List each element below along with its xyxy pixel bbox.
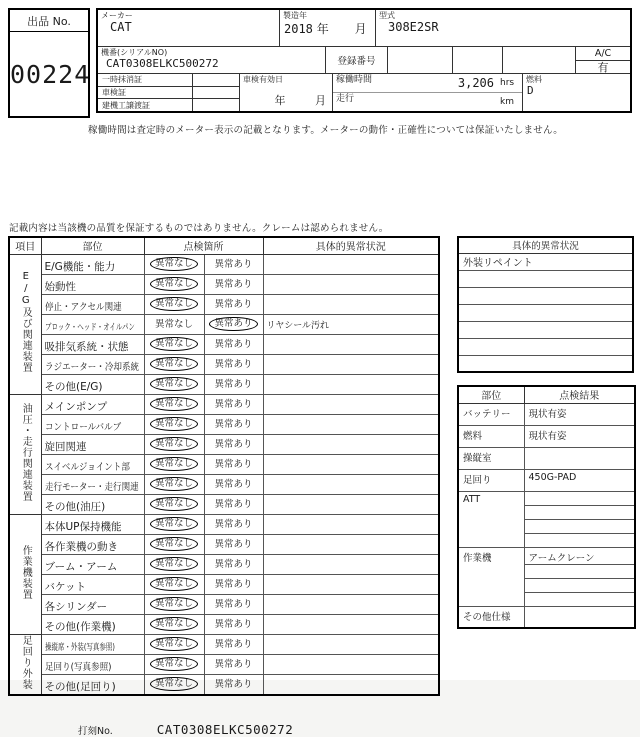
ng-option: 異常あり xyxy=(214,498,253,510)
document-row xyxy=(98,99,239,111)
ok-status-cell xyxy=(144,674,204,695)
result-value-cell xyxy=(524,592,635,606)
document-checkbox xyxy=(193,74,239,86)
ok-option: 異常なし xyxy=(150,297,198,311)
fuel-cell xyxy=(523,74,630,111)
result-value-cell: アームクレーン xyxy=(524,547,635,564)
ng-option: 異常あり xyxy=(214,618,253,630)
ng-option: 異常あり xyxy=(214,338,253,350)
part-label: 吸排気系統・状態 xyxy=(44,340,129,353)
ok-status-cell xyxy=(144,294,204,314)
part-cell xyxy=(41,674,144,695)
abnormal-row xyxy=(458,304,633,321)
result-header-row xyxy=(458,386,635,403)
part-cell xyxy=(41,394,144,414)
registration-value-cell xyxy=(388,47,453,73)
ok-option: 異常なし xyxy=(150,357,198,371)
ok-option: 異常なし xyxy=(150,277,198,291)
ng-option: 異常あり xyxy=(214,378,253,390)
header-item: 項目 xyxy=(9,237,41,254)
model-label: 型式 xyxy=(379,11,395,20)
stamp-number-value: CAT0308ELKC500272 xyxy=(156,721,294,737)
category-cell xyxy=(9,394,41,514)
travel-label: 走行 xyxy=(336,94,355,104)
serial-value: CAT0308ELKC500272 xyxy=(106,57,219,70)
ok-option: 異常なし xyxy=(150,257,198,271)
result-row xyxy=(458,491,635,505)
ok-option: 異常なし xyxy=(150,377,198,391)
abnormal-row xyxy=(458,287,633,304)
part-cell xyxy=(41,254,144,274)
ok-option: 異常なし xyxy=(150,557,198,571)
model-value: 308E2SR xyxy=(388,20,439,34)
ng-option: 異常あり xyxy=(214,478,253,490)
result-value-cell xyxy=(524,491,635,505)
main-section xyxy=(0,236,640,696)
inspection-row xyxy=(9,594,439,614)
abnormal-detail-table xyxy=(457,236,634,373)
abnormal-note-cell xyxy=(263,434,439,454)
ng-option: 異常あり xyxy=(214,458,253,470)
result-part-cell: その他仕様 xyxy=(458,606,524,628)
ac-value: 有 xyxy=(597,61,609,74)
category-label: 足回り外装 xyxy=(20,634,32,690)
ng-status-cell xyxy=(204,514,263,534)
empty-cell xyxy=(503,47,576,73)
ng-status-cell xyxy=(204,554,263,574)
abnormal-note-cell xyxy=(263,554,439,574)
travel-unit: km xyxy=(500,97,514,107)
result-value-cell xyxy=(524,606,635,628)
mfg-year-cell xyxy=(280,10,376,46)
ng-option: 異常あり xyxy=(214,418,253,430)
part-cell xyxy=(41,314,144,334)
part-label: 旋回関連 xyxy=(44,440,87,453)
result-part-cell: 足回り xyxy=(458,469,524,491)
ok-status-cell xyxy=(144,514,204,534)
abnormal-detail-cell xyxy=(458,270,633,287)
part-label: バケット xyxy=(44,580,86,593)
ok-option: 異常なし xyxy=(150,577,198,591)
result-table-body xyxy=(458,403,635,628)
result-value-cell: 450G-PAD xyxy=(524,469,635,491)
result-value-cell xyxy=(524,505,635,519)
ok-status-cell xyxy=(144,594,204,614)
abnormal-note-cell xyxy=(263,594,439,614)
part-cell xyxy=(41,454,144,474)
part-cell xyxy=(41,614,144,634)
ng-option: 異常あり xyxy=(214,678,253,690)
category-cell xyxy=(9,254,41,394)
header-part: 部位 xyxy=(41,237,144,254)
document-label: 一時抹消証 xyxy=(98,74,193,86)
part-label: 操縦席・外装(写真参照) xyxy=(44,642,115,653)
result-row xyxy=(458,447,635,469)
abnormal-row xyxy=(458,355,633,372)
inspection-row xyxy=(9,274,439,294)
ng-status-cell xyxy=(204,474,263,494)
ac-cell xyxy=(576,47,630,73)
abnormal-header: 具体的異常状況 xyxy=(458,237,633,253)
part-label: ラジエーター・冷却系統 xyxy=(44,361,139,373)
part-label: コントロールバルブ xyxy=(44,421,121,433)
ok-status-cell xyxy=(144,474,204,494)
ok-option: 異常なし xyxy=(150,477,198,491)
abnormal-detail-cell xyxy=(458,287,633,304)
result-value-cell xyxy=(524,533,635,547)
maker-value: CAT xyxy=(110,20,132,34)
ok-status-cell xyxy=(144,494,204,514)
part-cell xyxy=(41,634,144,654)
model-cell xyxy=(376,10,630,46)
hours-value: 3,206 xyxy=(457,76,494,90)
registration-label: 登録番号 xyxy=(326,47,388,73)
result-part-cell: バッテリー xyxy=(458,403,524,425)
category-cell xyxy=(9,634,41,695)
abnormal-note-cell xyxy=(263,414,439,434)
abnormal-note-cell xyxy=(263,654,439,674)
result-value-cell xyxy=(524,564,635,578)
result-part-cell: 燃料 xyxy=(458,425,524,447)
abnormal-row xyxy=(458,270,633,287)
ok-option: 異常なし xyxy=(150,597,198,611)
ok-status-cell xyxy=(144,534,204,554)
document-label: 建機工譲渡証 xyxy=(98,99,193,111)
part-cell xyxy=(41,274,144,294)
inspection-row xyxy=(9,454,439,474)
result-part-header: 部位 xyxy=(458,386,524,403)
part-label: その他(足回り) xyxy=(44,680,116,693)
serial-cell xyxy=(98,47,326,73)
abnormal-note-cell xyxy=(263,514,439,534)
abnormal-note-cell xyxy=(263,374,439,394)
part-label: ブーム・アーム xyxy=(44,560,118,573)
abnormal-note-cell xyxy=(263,254,439,274)
ng-status-cell xyxy=(204,394,263,414)
footer-section xyxy=(0,696,640,737)
part-label: その他(E/G) xyxy=(44,380,103,393)
ng-status-cell xyxy=(204,674,263,695)
inspection-row xyxy=(9,554,439,574)
part-cell xyxy=(41,334,144,354)
inspection-row xyxy=(9,334,439,354)
abnormal-note-cell xyxy=(263,574,439,594)
part-cell xyxy=(41,474,144,494)
part-label: 各作業機の動き xyxy=(44,540,118,553)
inspection-row xyxy=(9,474,439,494)
ng-status-cell xyxy=(204,414,263,434)
shaken-cell xyxy=(240,74,333,111)
ng-option: 異常あり xyxy=(214,298,253,310)
inspection-table xyxy=(8,236,440,696)
abnormal-note-cell xyxy=(263,274,439,294)
inspection-row xyxy=(9,534,439,554)
part-cell xyxy=(41,374,144,394)
abnormal-note-cell xyxy=(263,494,439,514)
ok-option: 異常なし xyxy=(150,617,198,631)
document-row xyxy=(98,74,239,87)
document-label: 車検証 xyxy=(98,87,193,99)
month-unit: 月 xyxy=(354,22,367,36)
document-checkbox xyxy=(193,99,239,111)
ng-status-cell xyxy=(204,374,263,394)
part-cell xyxy=(41,434,144,454)
part-cell xyxy=(41,414,144,434)
part-label: 始動性 xyxy=(44,280,76,293)
part-cell xyxy=(41,654,144,674)
abnormal-row xyxy=(458,253,633,270)
ng-option: 異常あり xyxy=(214,398,253,410)
abnormal-note-cell: リヤシール汚れ xyxy=(263,314,439,334)
inspection-row xyxy=(9,354,439,374)
disclaimer-note: 記載内容は当該機の品質を保証するものではありません。クレームは認められません。 xyxy=(9,223,389,234)
ng-status-cell xyxy=(204,614,263,634)
result-value-cell xyxy=(524,519,635,533)
ok-option: 異常なし xyxy=(150,677,198,691)
part-label: 各シリンダー xyxy=(44,600,108,613)
ok-status-cell xyxy=(144,334,204,354)
inspection-row xyxy=(9,294,439,314)
part-label: 足回り(写真参照) xyxy=(44,661,112,673)
abnormal-detail-cell xyxy=(458,321,633,338)
part-cell xyxy=(41,514,144,534)
ng-option: 異常あり xyxy=(214,638,253,650)
ng-option: 異常あり xyxy=(214,598,253,610)
ng-option: 異常あり xyxy=(214,358,253,370)
fuel-value: D xyxy=(527,84,534,97)
ok-status-cell xyxy=(144,414,204,434)
part-label: その他(油圧) xyxy=(44,500,106,513)
serial-label: 機番(シリアルNO) xyxy=(101,48,168,57)
result-value-cell: 現状有姿 xyxy=(524,403,635,425)
maker-label: メーカー xyxy=(101,11,133,20)
ok-option: 異常なし xyxy=(150,637,198,651)
abnormal-detail-cell xyxy=(458,338,633,355)
part-label: 走行モーター・走行関連 xyxy=(44,481,139,493)
mfg-year-label: 製造年 xyxy=(283,11,307,20)
ng-status-cell xyxy=(204,534,263,554)
part-cell xyxy=(41,554,144,574)
header-points: 点検箇所 xyxy=(144,237,263,254)
result-part-cell: 作業機 xyxy=(458,547,524,606)
ok-option: 異常なし xyxy=(150,457,198,471)
inspection-row xyxy=(9,654,439,674)
ng-status-cell xyxy=(204,574,263,594)
ok-status-cell xyxy=(144,574,204,594)
part-cell xyxy=(41,294,144,314)
part-label: メインポンプ xyxy=(44,400,108,413)
ng-status-cell xyxy=(204,314,263,334)
inspection-row xyxy=(9,394,439,414)
inspection-row xyxy=(9,574,439,594)
ok-status-cell xyxy=(144,254,204,274)
document-checklist xyxy=(98,74,240,111)
category-label: 油圧・走行関連装置 xyxy=(20,402,32,502)
ng-option: 異常あり xyxy=(214,658,253,670)
ng-option: 異常あり xyxy=(214,578,253,590)
inspection-row xyxy=(9,634,439,654)
hours-label: 稼働時間 xyxy=(336,75,373,85)
ok-status-cell xyxy=(144,634,204,654)
ng-status-cell xyxy=(204,334,263,354)
ok-option: 異常なし xyxy=(150,417,198,431)
ng-option: 異常あり xyxy=(214,558,253,570)
abnormal-detail-cell xyxy=(458,304,633,321)
abnormal-note-cell xyxy=(263,394,439,414)
result-value-cell: 現状有姿 xyxy=(524,425,635,447)
inspection-row xyxy=(9,614,439,634)
inspection-row xyxy=(9,314,439,334)
ng-status-cell xyxy=(204,434,263,454)
part-cell xyxy=(41,534,144,554)
abnormal-row xyxy=(458,321,633,338)
ok-option: 異常なし xyxy=(150,517,198,531)
ng-status-cell xyxy=(204,634,263,654)
ok-option: 異常なし xyxy=(150,497,198,511)
abnormal-detail-cell: 外装リペイント xyxy=(458,253,633,270)
category-label: 作業機装置 xyxy=(20,544,32,600)
result-part-cell: 操縦室 xyxy=(458,447,524,469)
part-label: その他(作業機) xyxy=(44,620,116,633)
ok-status-cell xyxy=(144,614,204,634)
ng-status-cell xyxy=(204,594,263,614)
abnormal-note-cell xyxy=(263,354,439,374)
inspection-row xyxy=(9,434,439,454)
result-value-cell xyxy=(524,578,635,592)
abnormal-detail-cell xyxy=(458,355,633,372)
ng-status-cell xyxy=(204,254,263,274)
result-row xyxy=(458,425,635,447)
empty-cell xyxy=(453,47,503,73)
hours-cell xyxy=(333,74,523,111)
shaken-year-unit: 年 xyxy=(274,94,286,107)
abnormal-note-cell xyxy=(263,454,439,474)
ok-status-cell xyxy=(144,374,204,394)
inspection-row xyxy=(9,254,439,274)
fuel-label: 燃料 xyxy=(526,75,542,84)
ok-option: 異常なし xyxy=(150,537,198,551)
ok-status-cell xyxy=(144,454,204,474)
shaken-label: 車検有効日 xyxy=(243,75,283,84)
part-label: E/G機能・能力 xyxy=(44,260,116,273)
maker-cell xyxy=(98,10,280,46)
ac-label: A/C xyxy=(576,47,630,61)
document-checkbox xyxy=(193,87,239,99)
ng-status-cell xyxy=(204,654,263,674)
ok-status-cell xyxy=(144,554,204,574)
result-row xyxy=(458,606,635,628)
exhibit-number-box xyxy=(8,8,90,118)
ng-option: 異常あり xyxy=(214,438,253,450)
part-label: 停止・アクセル関連 xyxy=(44,301,122,313)
result-value-cell xyxy=(524,447,635,469)
abnormal-note-cell xyxy=(263,634,439,654)
ok-option: 異常なし xyxy=(150,437,198,451)
ng-status-cell xyxy=(204,494,263,514)
inspection-row xyxy=(9,494,439,514)
header-detail: 具体的異常状況 xyxy=(263,237,439,254)
ng-option: 異常あり xyxy=(214,518,253,530)
year-unit: 年 xyxy=(316,22,329,36)
right-panel xyxy=(457,236,634,629)
category-label: E/G及び関連装置 xyxy=(20,271,32,373)
ok-option: 異常なし xyxy=(150,337,198,351)
inspection-header-row xyxy=(9,237,439,254)
result-row xyxy=(458,547,635,564)
abnormal-note-cell xyxy=(263,614,439,634)
stamp-number-label: 打刻No. xyxy=(78,725,113,737)
part-cell xyxy=(41,574,144,594)
shaken-month-unit: 月 xyxy=(315,94,326,107)
ok-status-cell xyxy=(144,274,204,294)
result-part-cell: ATT xyxy=(458,491,524,547)
ok-status-cell xyxy=(144,354,204,374)
abnormal-note-cell xyxy=(263,334,439,354)
category-cell xyxy=(9,514,41,634)
part-cell xyxy=(41,594,144,614)
part-cell xyxy=(41,354,144,374)
part-label: スイベルジョイント部 xyxy=(44,461,130,473)
ng-status-cell xyxy=(204,294,263,314)
inspection-row xyxy=(9,374,439,394)
ok-status-cell xyxy=(144,654,204,674)
document-row xyxy=(98,87,239,100)
ng-status-cell xyxy=(204,454,263,474)
exhibit-number-label: 出品 No. xyxy=(10,10,88,32)
meter-note: 稼働時間は査定時のメーター表示の記載となります。メーターの動作・正確性については保証いたしません。 xyxy=(88,125,563,136)
result-table xyxy=(457,385,636,629)
ok-option: 異常なし xyxy=(154,318,193,330)
ok-status-cell xyxy=(144,314,204,334)
machine-info-table xyxy=(96,8,632,113)
inspection-row xyxy=(9,414,439,434)
ng-option: 異常あり xyxy=(209,317,257,331)
inspection-row xyxy=(9,674,439,695)
part-label: ブロック・ヘッド・オイルパン xyxy=(44,322,135,333)
ng-status-cell xyxy=(204,274,263,294)
ng-option: 異常あり xyxy=(214,538,253,550)
inspection-row xyxy=(9,514,439,534)
ok-option: 異常なし xyxy=(150,397,198,411)
ng-option: 異常あり xyxy=(214,258,253,270)
part-label: 本体UP保持機能 xyxy=(44,520,122,533)
ng-option: 異常あり xyxy=(214,278,253,290)
abnormal-table-body xyxy=(458,253,633,372)
ok-option: 異常なし xyxy=(150,657,198,671)
abnormal-note-cell xyxy=(263,474,439,494)
header-section xyxy=(0,0,640,118)
abnormal-note-cell xyxy=(263,674,439,695)
exhibit-number-value: 00224 xyxy=(10,60,91,89)
abnormal-note-cell xyxy=(263,534,439,554)
abnormal-row xyxy=(458,338,633,355)
inspection-table-body xyxy=(9,254,439,695)
result-row xyxy=(458,469,635,491)
result-row xyxy=(458,403,635,425)
ng-status-cell xyxy=(204,354,263,374)
mfg-year-value: 2018 xyxy=(284,22,313,36)
part-cell xyxy=(41,494,144,514)
result-value-header: 点検結果 xyxy=(524,386,635,403)
hours-unit: hrs xyxy=(500,78,515,88)
abnormal-note-cell xyxy=(263,294,439,314)
ok-status-cell xyxy=(144,434,204,454)
ok-status-cell xyxy=(144,394,204,414)
